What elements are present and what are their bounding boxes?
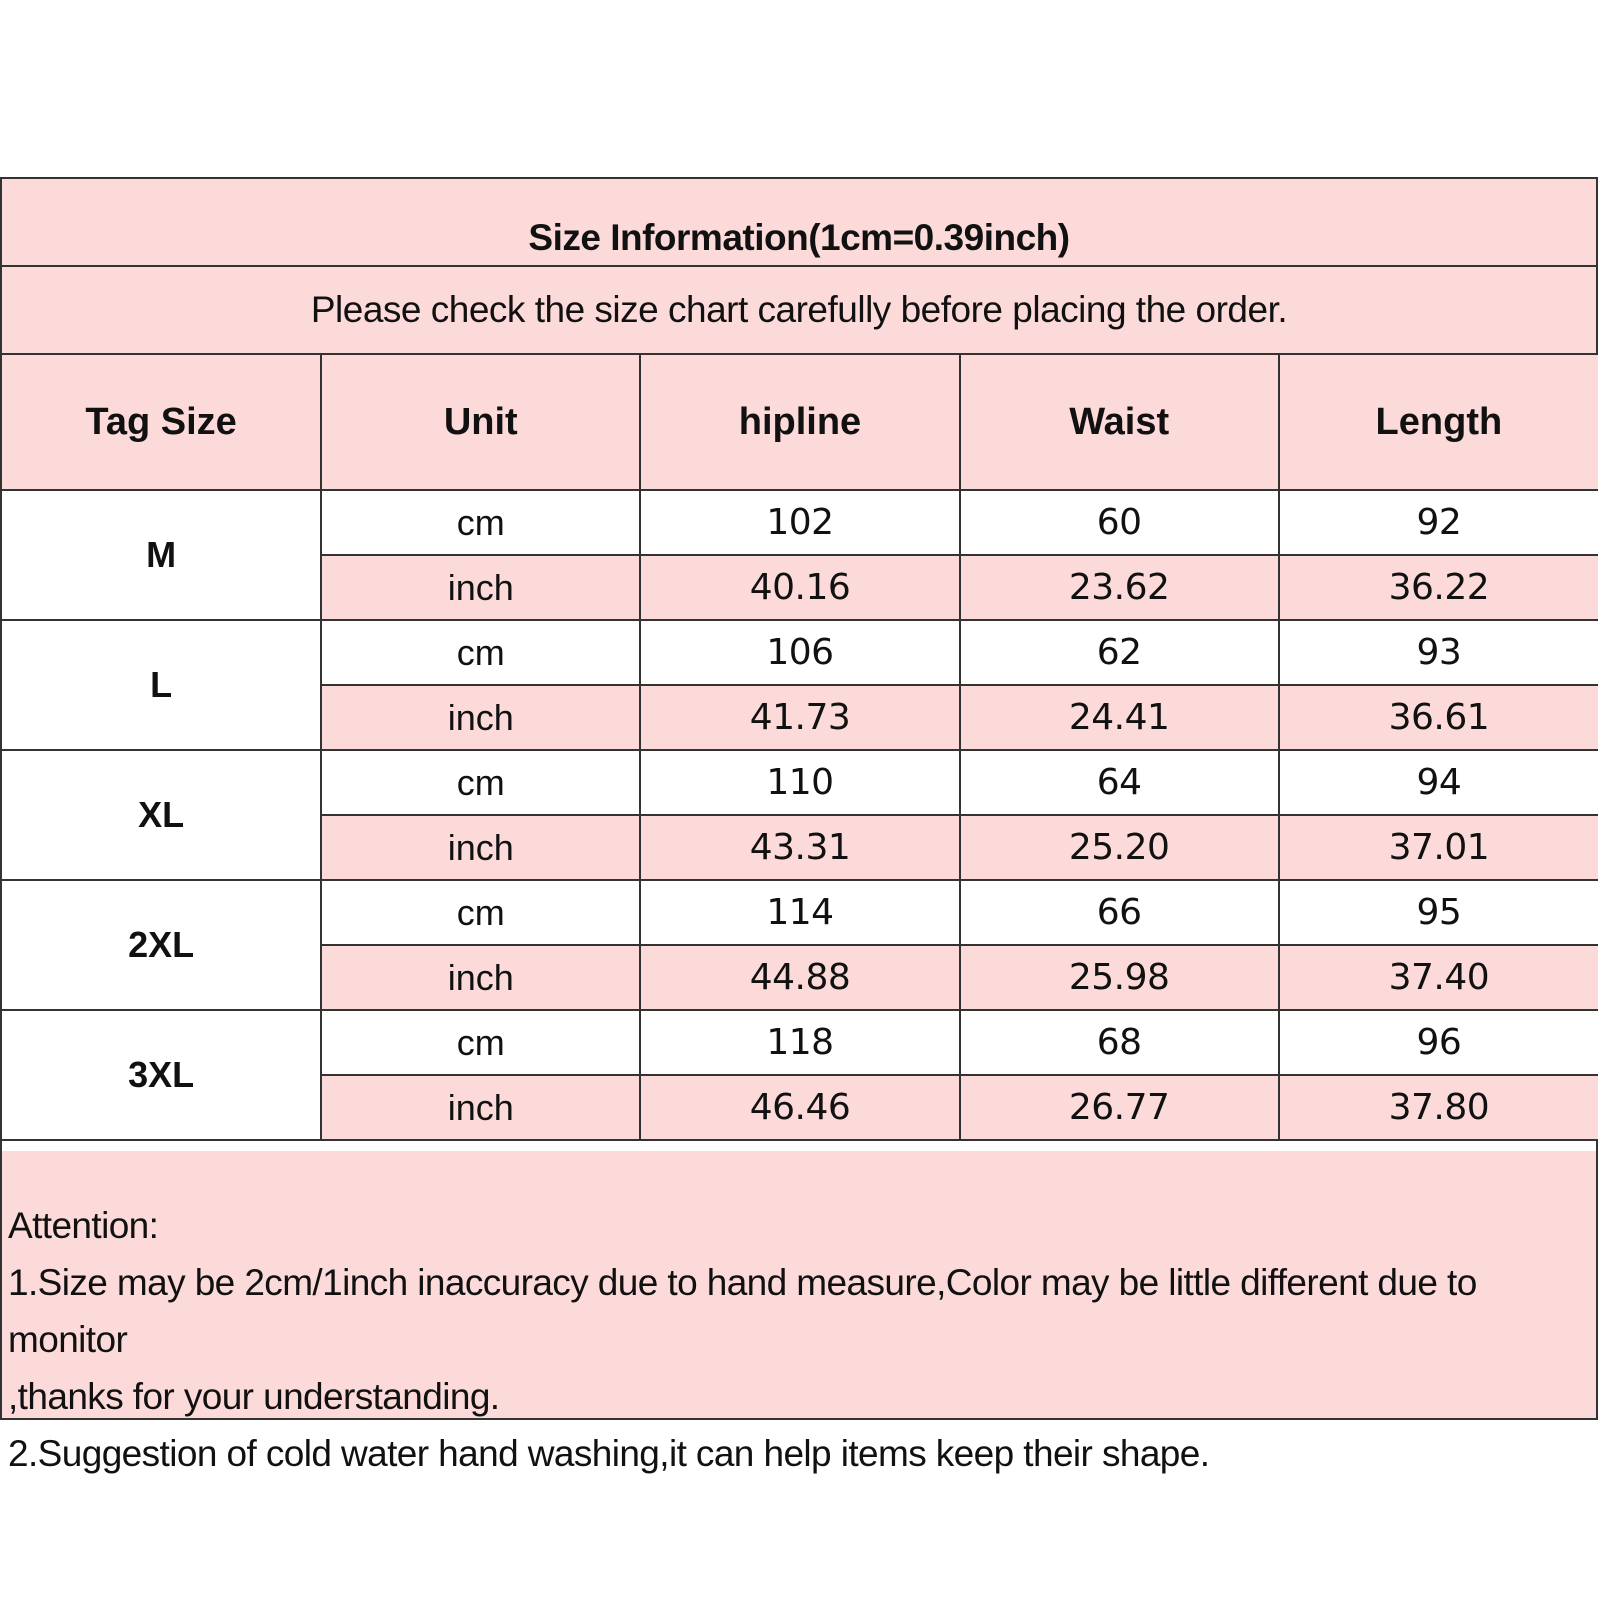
unit-cell: inch bbox=[321, 1075, 640, 1140]
waist-cell: 26.77 bbox=[960, 1075, 1279, 1140]
hipline-cell: 46.46 bbox=[640, 1075, 959, 1140]
attention-line-2: ,thanks for your understanding. bbox=[8, 1376, 500, 1417]
attention-line-3: 2.Suggestion of cold water hand washing,it can help items keep their shape. bbox=[8, 1433, 1210, 1474]
attention-heading: Attention: bbox=[8, 1205, 159, 1246]
hipline-cell: 43.31 bbox=[640, 815, 959, 880]
table-header-row bbox=[2, 355, 1598, 490]
header-length: Length bbox=[1279, 355, 1598, 490]
length-cell: 94 bbox=[1279, 750, 1598, 815]
waist-cell: 60 bbox=[960, 490, 1279, 555]
size-chart-notice bbox=[2, 267, 1596, 355]
length-cell: 36.22 bbox=[1279, 555, 1598, 620]
attention-line-1: 1.Size may be 2cm/1inch inaccuracy due to hand measure,Color may be little different due to monitor bbox=[8, 1262, 1477, 1360]
size-table bbox=[2, 355, 1598, 1141]
tag-size-cell: 2XL bbox=[2, 880, 321, 1010]
notice-text: Please check the size chart carefully before placing the order. bbox=[310, 289, 1288, 330]
waist-cell: 64 bbox=[960, 750, 1279, 815]
waist-cell: 23.62 bbox=[960, 555, 1279, 620]
waist-cell: 25.20 bbox=[960, 815, 1279, 880]
length-cell: 95 bbox=[1279, 880, 1598, 945]
length-cell: 37.40 bbox=[1279, 945, 1598, 1010]
unit-cell: cm bbox=[321, 490, 640, 555]
title-text: Size Information(1cm=0.39inch) bbox=[528, 217, 1070, 258]
header-hipline: hipline bbox=[640, 355, 959, 490]
table-row bbox=[2, 880, 1598, 945]
unit-cell: cm bbox=[321, 750, 640, 815]
hipline-cell: 102 bbox=[640, 490, 959, 555]
table-row bbox=[2, 620, 1598, 685]
tag-size-cell: M bbox=[2, 490, 321, 620]
length-cell: 96 bbox=[1279, 1010, 1598, 1075]
hipline-cell: 44.88 bbox=[640, 945, 959, 1010]
header-unit: Unit bbox=[321, 355, 640, 490]
hipline-cell: 106 bbox=[640, 620, 959, 685]
table-row bbox=[2, 490, 1598, 555]
size-chart-title bbox=[2, 179, 1596, 267]
length-cell: 36.61 bbox=[1279, 685, 1598, 750]
tag-size-cell: XL bbox=[2, 750, 321, 880]
waist-cell: 66 bbox=[960, 880, 1279, 945]
header-waist: Waist bbox=[960, 355, 1279, 490]
unit-cell: inch bbox=[321, 685, 640, 750]
table-row bbox=[2, 750, 1598, 815]
tag-size-cell: 3XL bbox=[2, 1010, 321, 1140]
waist-cell: 25.98 bbox=[960, 945, 1279, 1010]
unit-cell: inch bbox=[321, 815, 640, 880]
unit-cell: cm bbox=[321, 1010, 640, 1075]
hipline-cell: 41.73 bbox=[640, 685, 959, 750]
unit-cell: inch bbox=[321, 945, 640, 1010]
attention-notes bbox=[2, 1151, 1596, 1474]
tag-size-cell: L bbox=[2, 620, 321, 750]
waist-cell: 24.41 bbox=[960, 685, 1279, 750]
length-cell: 37.80 bbox=[1279, 1075, 1598, 1140]
hipline-cell: 40.16 bbox=[640, 555, 959, 620]
waist-cell: 62 bbox=[960, 620, 1279, 685]
waist-cell: 68 bbox=[960, 1010, 1279, 1075]
length-cell: 37.01 bbox=[1279, 815, 1598, 880]
hipline-cell: 110 bbox=[640, 750, 959, 815]
length-cell: 93 bbox=[1279, 620, 1598, 685]
unit-cell: inch bbox=[321, 555, 640, 620]
hipline-cell: 118 bbox=[640, 1010, 959, 1075]
unit-cell: cm bbox=[321, 880, 640, 945]
header-tag-size: Tag Size bbox=[2, 355, 321, 490]
length-cell: 92 bbox=[1279, 490, 1598, 555]
unit-cell: cm bbox=[321, 620, 640, 685]
size-chart bbox=[0, 177, 1598, 1474]
table-row bbox=[2, 1010, 1598, 1075]
hipline-cell: 114 bbox=[640, 880, 959, 945]
